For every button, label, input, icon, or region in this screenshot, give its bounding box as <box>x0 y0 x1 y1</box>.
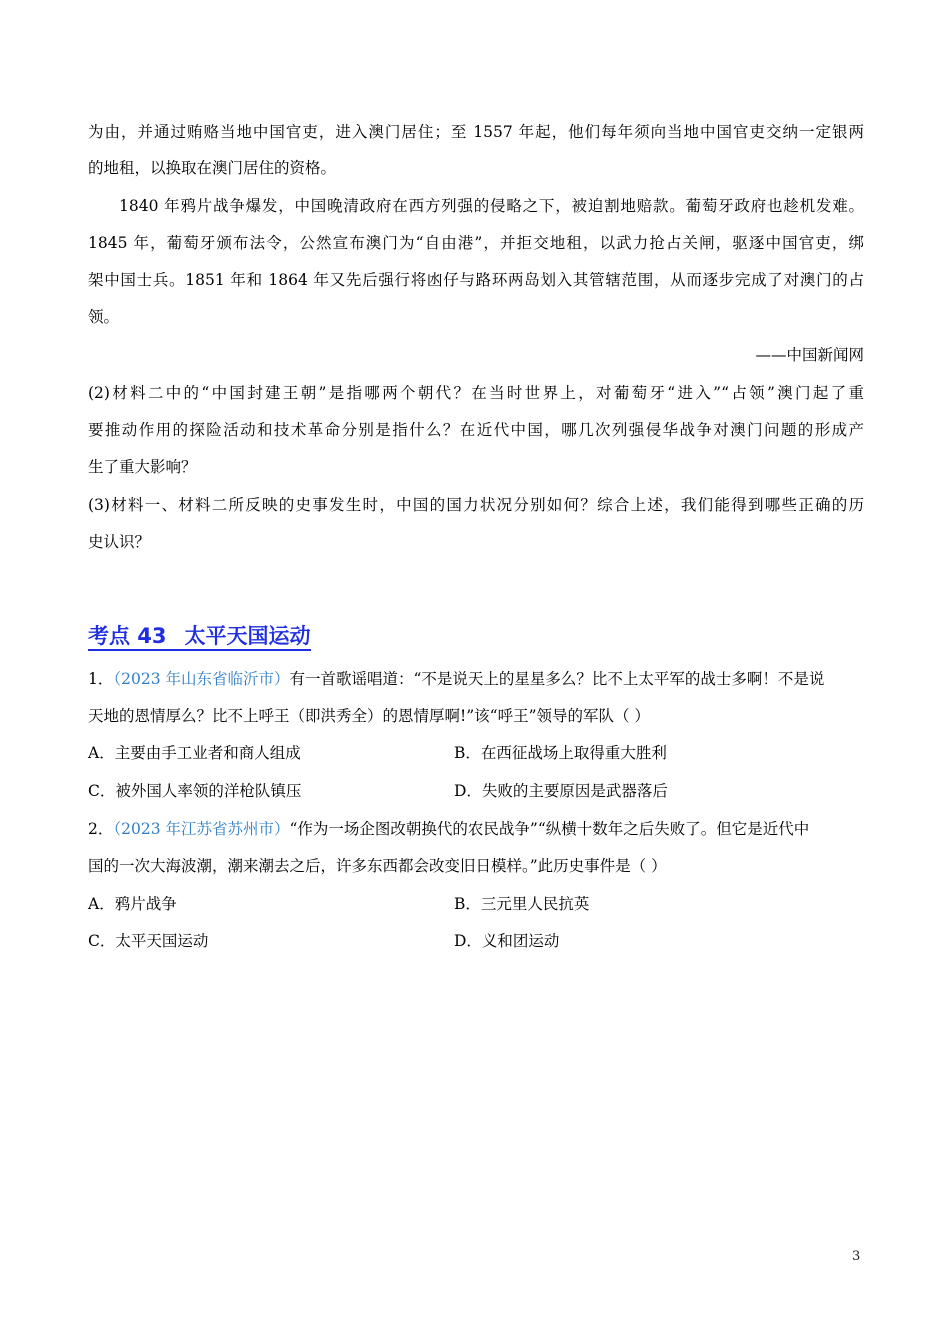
material-source: ——中国新闻网 <box>755 346 864 364</box>
item-source: （2023 年江苏省苏州市） <box>113 820 290 838</box>
material-line: 1845 年，葡萄牙颁布法令，公然宣布澳门为“自由港”，并拒交地租，以武力抢占关闸，驱逐中国官吏，绑 <box>88 234 864 252</box>
question-2-line: (2)材料二中的“中国封建王朝”是指哪两个朝代？在当时世界上，对葡萄牙“进入”“占领”澳门起了重 <box>88 384 864 402</box>
section-title: 太平天国运动 <box>184 624 311 648</box>
question-3-line: (3)材料一、材料二所反映的史事发生时，中国的国力状况分别如何？综合上述，我们能得到哪些正确的历 <box>88 496 864 514</box>
option-a: A．主要由手工业者和商人组成 <box>88 744 301 762</box>
material-line: 领。 <box>88 308 120 326</box>
option-d: D．义和团运动 <box>454 932 560 950</box>
material-line: 为由，并通过贿赂当地中国官吏，进入澳门居住；至 1557 年起，他们每年须向当地中国官吏交纳一定银两 <box>88 123 864 141</box>
item-stem: 有一首歌谣唱道：“不是说天上的星星多么？比不上太平军的战士多啊！不是说 <box>289 670 825 688</box>
option-d: D．失败的主要原因是武器落后 <box>454 782 668 800</box>
material-line: 架中国士兵。1851 年和 1864 年又先后强行将凼仔与路环两岛划入其管辖范围，从而逐步完成了对澳门的占 <box>88 271 864 289</box>
question-3-line: 史认识？ <box>88 533 151 551</box>
section-heading <box>88 622 311 650</box>
item-stem: “作为一场企图改朝换代的农民战争”“纵横十数年之后失败了。但它是近代中 <box>289 820 810 838</box>
item-number: 2． <box>88 820 114 838</box>
option-a: A．鸦片战争 <box>88 895 177 913</box>
material-line: 的地租，以换取在澳门居住的资格。 <box>88 159 337 177</box>
section-label: 考点 43 <box>88 624 167 648</box>
item-source: （2023 年山东省临沂市） <box>113 670 290 688</box>
question-2-line: 生了重大影响？ <box>88 458 197 476</box>
item-1-line-1 <box>88 669 864 689</box>
option-c: C．被外国人率领的洋枪队镇压 <box>88 782 302 800</box>
page-number: 3 <box>852 1249 861 1264</box>
option-b: B．在西征战场上取得重大胜利 <box>454 744 667 762</box>
item-1-line-2: 天地的恩情厚么？比不上呼王（即洪秀全）的恩情厚啊!”该“呼王”领导的军队（ ） <box>88 707 650 725</box>
option-c: C．太平天国运动 <box>88 932 209 950</box>
question-2-line: 要推动作用的探险活动和技术革命分别是指什么？在近代中国，哪几次列强侵华战争对澳门问题的形成产 <box>88 421 864 439</box>
heading-underline <box>88 649 311 651</box>
material-line: 1840 年鸦片战争爆发，中国晚清政府在西方列强的侵略之下，被迫割地赔款。葡萄牙政府也趁机发难。 <box>119 197 864 215</box>
option-b: B．三元里人民抗英 <box>454 895 590 913</box>
item-2-line-2: 国的一次大海波潮，潮来潮去之后，许多东西都会改变旧日模样。”此历史事件是（ ） <box>88 857 667 875</box>
item-number: 1． <box>88 670 114 688</box>
item-2-line-1 <box>88 819 864 839</box>
